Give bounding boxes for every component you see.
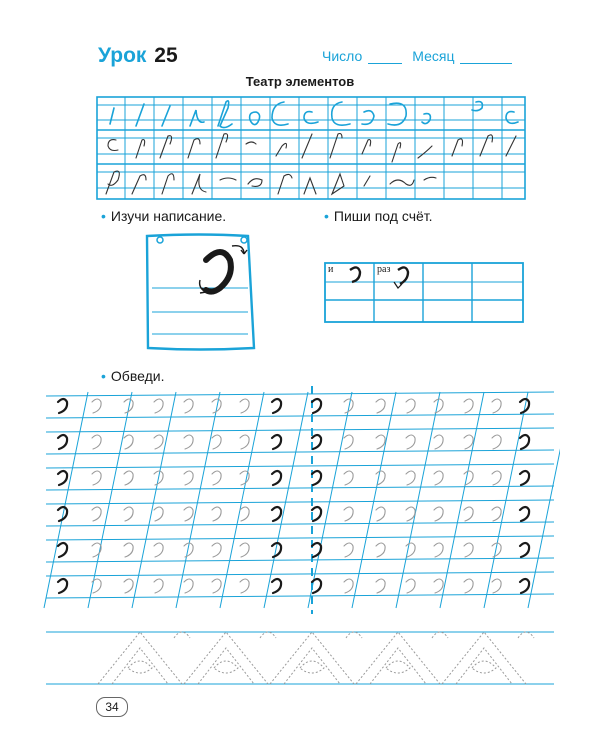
count-table-grid xyxy=(324,262,524,323)
trace-glyph xyxy=(58,543,67,557)
slant-line xyxy=(264,392,308,608)
trace-glyph xyxy=(312,507,321,521)
trace-glyph xyxy=(406,399,415,413)
trace-glyph xyxy=(312,435,321,449)
lesson-word: Урок xyxy=(98,44,147,67)
loop-stroke xyxy=(300,661,324,673)
bullet-icon: • xyxy=(101,208,106,224)
trace-glyph xyxy=(124,507,133,521)
trace-glyph xyxy=(58,579,67,593)
trace-glyph xyxy=(344,435,353,449)
trace-glyph xyxy=(406,435,415,449)
trace-glyph xyxy=(154,543,163,557)
trace-glyph xyxy=(124,579,133,593)
trace-glyph xyxy=(464,435,473,449)
zigzag-stroke xyxy=(184,632,268,684)
trace-glyph xyxy=(92,507,101,521)
count-table xyxy=(324,262,524,323)
trace-glyph xyxy=(464,579,473,593)
trace-glyph xyxy=(344,579,353,593)
slant-line xyxy=(220,392,264,608)
count-cell-label: и xyxy=(328,264,334,275)
trace-glyph xyxy=(184,507,193,521)
trace-glyph xyxy=(92,399,101,413)
slant-line xyxy=(176,392,220,608)
trace-glyph xyxy=(212,399,221,413)
trace-glyph xyxy=(376,579,385,593)
section-title: Театр элементов xyxy=(245,74,355,89)
trace-glyph xyxy=(92,579,101,593)
trace-glyph xyxy=(344,471,353,485)
ruling-line xyxy=(46,594,554,598)
ruling-line xyxy=(46,536,554,540)
trace-glyph xyxy=(272,435,281,449)
trace-glyph xyxy=(376,435,385,449)
trace-glyph xyxy=(520,579,529,593)
trace-glyph xyxy=(492,507,501,521)
zigzag-stroke xyxy=(98,632,182,684)
study-label: Изучи написание. xyxy=(110,208,227,224)
trace-glyph xyxy=(376,543,385,557)
loop-stroke xyxy=(346,632,362,638)
trace-glyph xyxy=(124,543,133,557)
loop-stroke xyxy=(472,661,496,673)
loop-stroke xyxy=(432,632,448,638)
loop-stroke xyxy=(386,661,410,673)
loop-stroke xyxy=(518,632,534,638)
slant-line xyxy=(352,392,396,608)
trace-glyph xyxy=(212,471,221,485)
ruling-line xyxy=(46,486,554,490)
trace-glyph xyxy=(312,471,321,485)
ruling-line xyxy=(46,500,554,504)
trace-glyph xyxy=(92,435,101,449)
trace-glyph xyxy=(434,543,443,557)
date-fields xyxy=(322,48,512,64)
trace-glyph xyxy=(154,399,163,413)
trace-glyph xyxy=(240,579,249,593)
trace-glyphs xyxy=(58,399,529,593)
trace-instruction xyxy=(101,368,164,384)
trace-glyph xyxy=(272,471,281,485)
trace-glyph xyxy=(58,399,67,413)
trace-glyph xyxy=(272,579,281,593)
zigzag-stroke xyxy=(198,648,254,684)
zigzag-stroke xyxy=(442,632,526,684)
zigzag-stroke xyxy=(284,648,340,684)
trace-glyph xyxy=(434,471,443,485)
trace-glyph xyxy=(344,507,353,521)
trace-glyph xyxy=(154,579,163,593)
trace-glyph xyxy=(154,435,163,449)
month-label: Месяц xyxy=(412,48,455,64)
ruling-line xyxy=(46,450,554,454)
trace-glyph xyxy=(520,435,529,449)
trace-glyph xyxy=(492,471,501,485)
trace-glyph xyxy=(434,435,443,449)
trace-glyph xyxy=(154,507,163,521)
trace-glyph xyxy=(464,543,473,557)
study-card xyxy=(140,230,260,356)
trace-glyph xyxy=(58,435,67,449)
slant-line xyxy=(308,392,352,608)
tracing-area xyxy=(40,386,560,696)
zigzag-stroke xyxy=(356,632,440,684)
trace-glyph xyxy=(240,507,249,521)
trace-glyph xyxy=(240,435,249,449)
trace-glyph xyxy=(520,507,529,521)
month-input-line[interactable] xyxy=(460,49,512,64)
bullet-icon: • xyxy=(324,208,329,224)
trace-glyph xyxy=(184,471,193,485)
trace-glyph xyxy=(184,435,193,449)
trace-glyph xyxy=(92,471,101,485)
trace-glyph xyxy=(312,579,321,593)
trace-glyph xyxy=(344,543,353,557)
count-cell-glyph xyxy=(350,267,360,282)
zigzag-stroke xyxy=(370,648,426,684)
ruling-line xyxy=(46,522,554,526)
trace-glyph xyxy=(272,399,281,413)
trace-glyph xyxy=(492,399,501,413)
trace-glyph xyxy=(376,399,385,413)
count-label: Пиши под счёт. xyxy=(333,208,433,224)
trace-glyph xyxy=(406,471,415,485)
date-input-line[interactable] xyxy=(368,49,402,64)
trace-glyph xyxy=(344,399,353,413)
zigzag-stroke xyxy=(456,648,512,684)
trace-glyph xyxy=(240,399,249,413)
trace-glyph xyxy=(520,471,529,485)
count-cell-label: раз xyxy=(377,264,391,275)
zigzag-stroke xyxy=(112,648,168,684)
ruling-line xyxy=(46,572,554,576)
trace-glyph xyxy=(240,543,249,557)
trace-glyph xyxy=(272,507,281,521)
bullet-icon: • xyxy=(101,368,106,384)
trace-glyph xyxy=(434,579,443,593)
slant-line xyxy=(396,392,440,608)
trace-glyph xyxy=(212,543,221,557)
trace-label: Обведи. xyxy=(110,368,165,384)
trace-glyph xyxy=(124,471,133,485)
trace-glyph xyxy=(184,399,193,413)
trace-glyph xyxy=(212,579,221,593)
trace-glyph xyxy=(212,435,221,449)
date-label: Число xyxy=(322,48,363,64)
loop-stroke xyxy=(214,661,238,673)
elements-grid xyxy=(96,96,526,200)
count-instruction xyxy=(324,208,433,224)
trace-glyph xyxy=(464,399,473,413)
trace-glyph xyxy=(124,399,133,413)
dotted-border-pattern xyxy=(98,632,534,684)
trace-glyph xyxy=(492,579,501,593)
trace-glyph xyxy=(124,435,133,449)
lesson-number: 25 xyxy=(154,44,178,67)
slant-line xyxy=(440,392,484,608)
ruling-line xyxy=(46,392,554,396)
trace-glyph xyxy=(58,507,67,521)
trace-glyph xyxy=(312,543,321,557)
page-number: 34 xyxy=(96,697,128,717)
trace-glyph xyxy=(58,471,67,485)
ruling-line xyxy=(46,414,554,418)
trace-glyph xyxy=(312,399,321,413)
trace-glyph xyxy=(212,507,221,521)
trace-glyph xyxy=(492,435,501,449)
trace-glyph xyxy=(520,399,529,413)
loop-stroke xyxy=(174,632,190,638)
trace-glyph xyxy=(376,507,385,521)
lesson-title xyxy=(98,44,178,68)
trace-glyph xyxy=(464,507,473,521)
trace-glyph xyxy=(434,507,443,521)
study-instruction xyxy=(101,208,226,224)
zigzag-stroke xyxy=(270,632,354,684)
ruling-line xyxy=(46,464,554,468)
trace-glyph xyxy=(406,579,415,593)
loop-stroke xyxy=(260,632,276,638)
ruling-line xyxy=(46,558,554,562)
trace-glyph xyxy=(520,543,529,557)
loop-stroke xyxy=(128,661,152,673)
trace-glyph xyxy=(184,579,193,593)
